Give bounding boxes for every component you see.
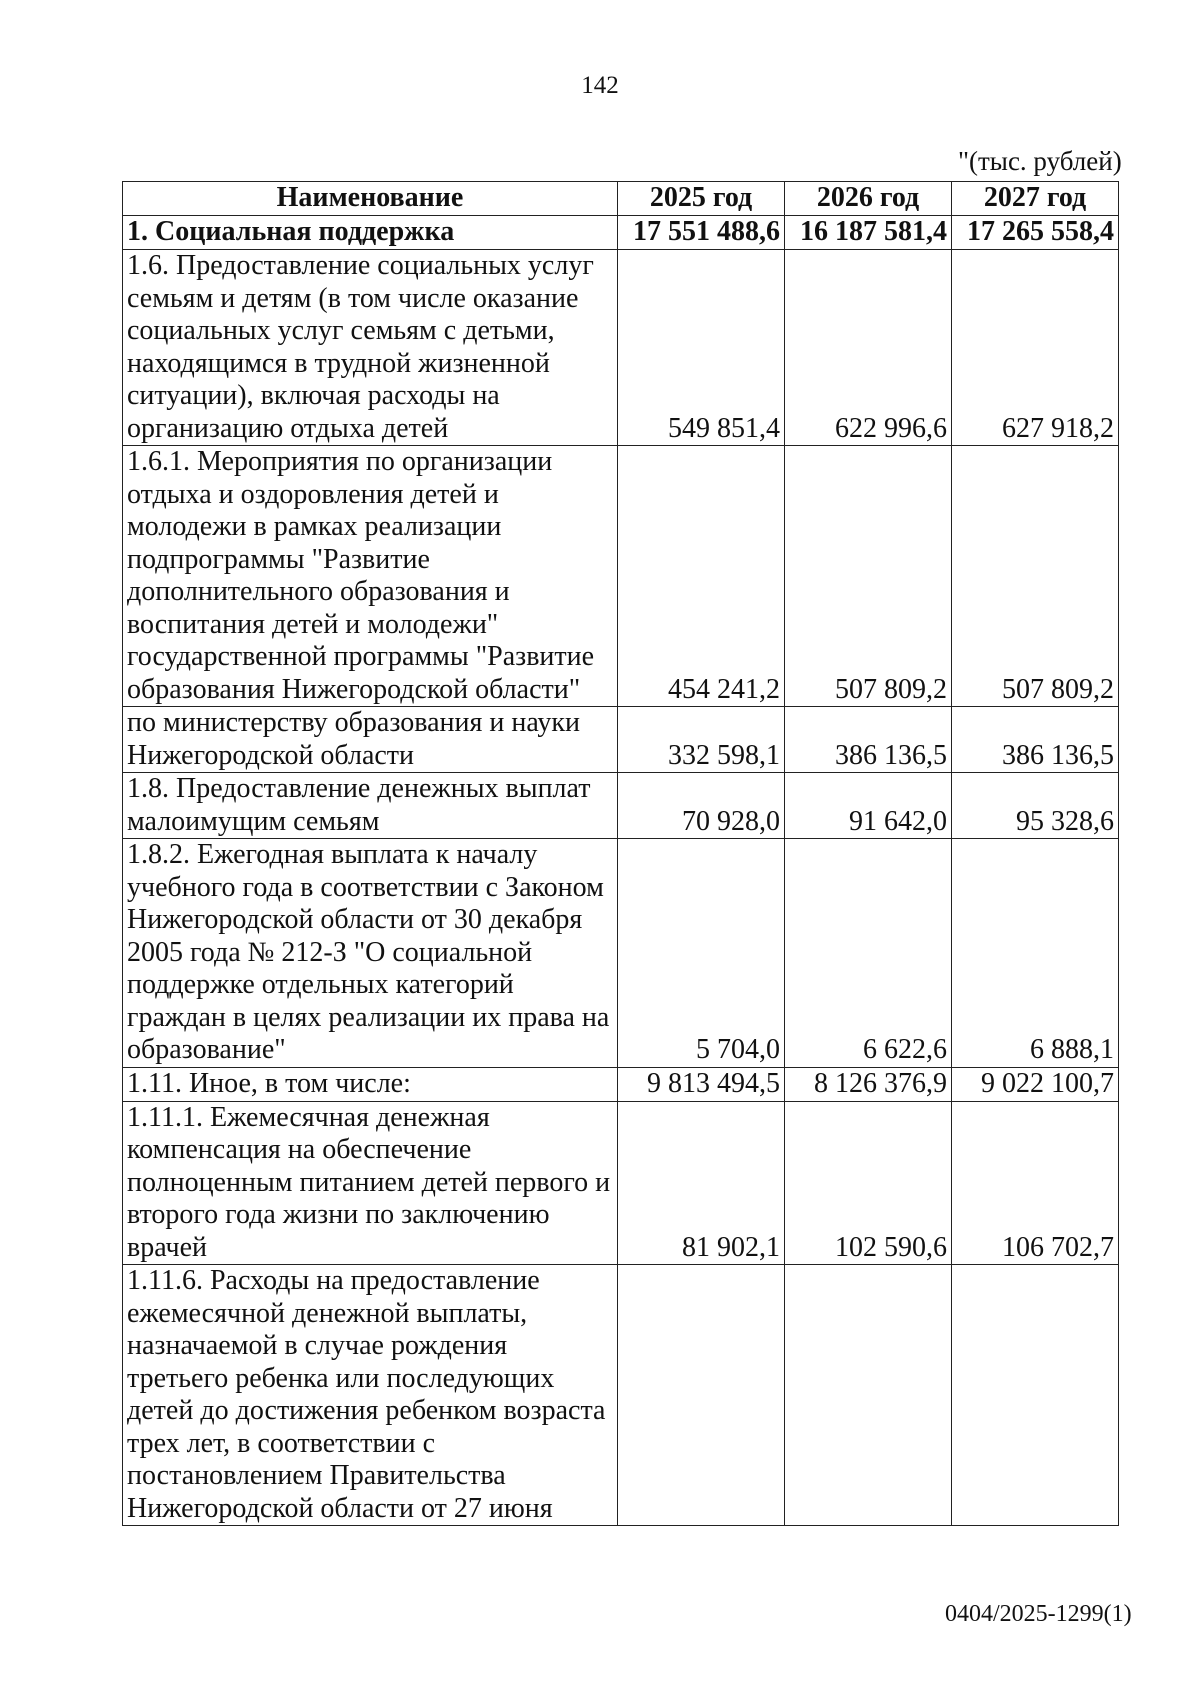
value-2026 bbox=[785, 1265, 952, 1526]
value-2027: 95 328,6 bbox=[952, 773, 1119, 839]
value-2027: 9 022 100,7 bbox=[952, 1067, 1119, 1101]
table-row bbox=[123, 446, 1119, 707]
value-2025: 81 902,1 bbox=[618, 1101, 785, 1265]
row-name: 1.11.6. Расходы на предоставление ежемесячной денежной выплаты, назначаемой в случае рождения третьего ребенка или последующих детей до достижения ребенком возраста трех лет, в соответствии с постановлением Правительства Нижегородской области от 27 июня bbox=[123, 1265, 618, 1526]
value-2025: 332 598,1 bbox=[618, 707, 785, 773]
value-2026: 507 809,2 bbox=[785, 446, 952, 707]
table-row bbox=[123, 707, 1119, 773]
value-2027: 386 136,5 bbox=[952, 707, 1119, 773]
value-2025 bbox=[618, 1265, 785, 1526]
table-row bbox=[123, 1067, 1119, 1101]
value-2027: 106 702,7 bbox=[952, 1101, 1119, 1265]
value-2025: 454 241,2 bbox=[618, 446, 785, 707]
budget-table bbox=[122, 181, 1119, 1526]
header-2027: 2027 год bbox=[952, 182, 1119, 216]
page-number: 142 bbox=[581, 72, 619, 99]
table-row bbox=[123, 1101, 1119, 1265]
value-2026: 622 996,6 bbox=[785, 250, 952, 446]
table-row bbox=[123, 1265, 1119, 1526]
table-row bbox=[123, 250, 1119, 446]
table-row bbox=[123, 216, 1119, 250]
value-2026: 16 187 581,4 bbox=[785, 216, 952, 250]
value-2025: 5 704,0 bbox=[618, 839, 785, 1068]
document-code: 0404/2025-1299(1) bbox=[945, 1601, 1132, 1627]
row-name: 1.8. Предоставление денежных выплат малоимущим семьям bbox=[123, 773, 618, 839]
value-2025: 9 813 494,5 bbox=[618, 1067, 785, 1101]
value-2027: 507 809,2 bbox=[952, 446, 1119, 707]
value-2026: 386 136,5 bbox=[785, 707, 952, 773]
header-2026: 2026 год bbox=[785, 182, 952, 216]
table-row bbox=[123, 773, 1119, 839]
value-2026: 102 590,6 bbox=[785, 1101, 952, 1265]
value-2025: 70 928,0 bbox=[618, 773, 785, 839]
value-2027: 17 265 558,4 bbox=[952, 216, 1119, 250]
value-2025: 17 551 488,6 bbox=[618, 216, 785, 250]
row-name: по министерству образования и науки Нижегородской области bbox=[123, 707, 618, 773]
row-name: 1. Социальная поддержка bbox=[123, 216, 618, 250]
value-2026: 91 642,0 bbox=[785, 773, 952, 839]
table-row bbox=[123, 839, 1119, 1068]
unit-note: "(тыс. рублей) bbox=[958, 146, 1122, 176]
value-2027 bbox=[952, 1265, 1119, 1526]
value-2025: 549 851,4 bbox=[618, 250, 785, 446]
value-2026: 6 622,6 bbox=[785, 839, 952, 1068]
table-header-row bbox=[123, 182, 1119, 216]
row-name: 1.6.1. Мероприятия по организации отдыха и оздоровления детей и молодежи в рамках реализации подпрограммы "Развитие дополнительного образования и воспитания детей и молодежи" государственной программы "Развитие образования Нижегородской области" bbox=[123, 446, 618, 707]
header-name: Наименование bbox=[123, 182, 618, 216]
row-name: 1.8.2. Ежегодная выплата к началу учебного года в соответствии с Законом Нижегородской области от 30 декабря 2005 года № 212-З "О социальной поддержке отдельных категорий граждан в целях реализации их права на образование" bbox=[123, 839, 618, 1068]
value-2027: 6 888,1 bbox=[952, 839, 1119, 1068]
header-2025: 2025 год bbox=[618, 182, 785, 216]
value-2026: 8 126 376,9 bbox=[785, 1067, 952, 1101]
row-name: 1.6. Предоставление социальных услуг семьям и детям (в том числе оказание социальных услуг семьям с детьми, находящимся в трудной жизненной ситуации), включая расходы на организацию отдыха детей bbox=[123, 250, 618, 446]
value-2027: 627 918,2 bbox=[952, 250, 1119, 446]
row-name: 1.11.1. Ежемесячная денежная компенсация на обеспечение полноценным питанием детей первого и второго года жизни по заключению врачей bbox=[123, 1101, 618, 1265]
row-name: 1.11. Иное, в том числе: bbox=[123, 1067, 618, 1101]
